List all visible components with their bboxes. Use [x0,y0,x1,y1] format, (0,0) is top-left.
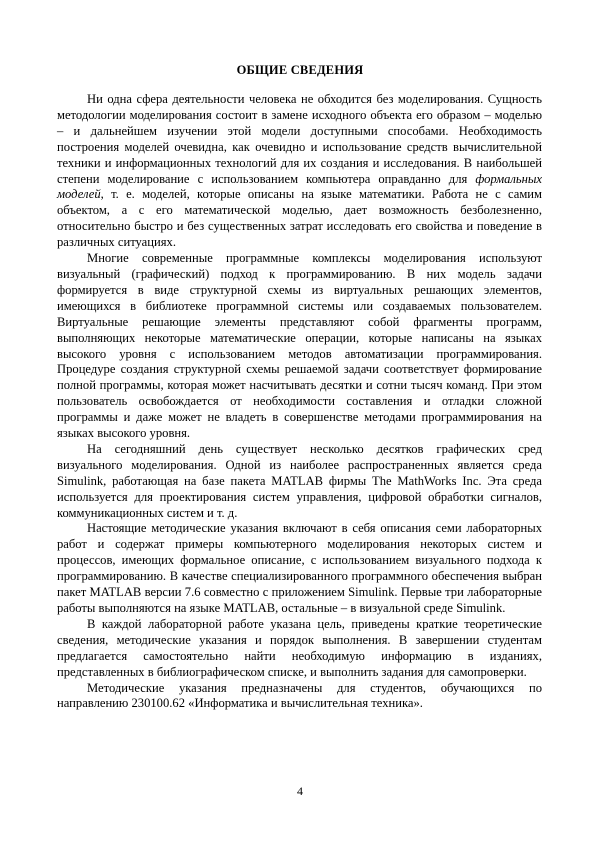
page-number: 4 [297,784,303,798]
paragraph-2: Многие современные программные комплексы моделирования используют визуальный (графический) подход к программированию. В них модель задачи формируется в виде структурной схемы из виртуальных решающих элементов, имеющихся в библиотеке программной системы или создаваемых пользователем. Виртуальные решающие элементы представляют собой фрагменты программ, выполняющих некоторые математические операции, которые написаны на языках высокого уровня с использованием методов автоматизации программирования. Процедуре создания структурной схемы решаемой задачи соответствует формирование полной программы, которая может насчитывать десятки и сотни тысяч команд. При этом пользователь освобождается от необходимости составления и отладки сложной программы и даже может не владеть в совершенстве методами программирования на языках высокого уровня. [57,251,542,441]
body-text [57,92,542,712]
paragraph-3: На сегодняшний день существует несколько десятков графических сред визуального моделирования. Одной из наиболее распространенных является среда Simulink, работающая на базе пакета MATLAB фирмы The MathWorks Inc. Эта среда используется для проектирования систем управления, цифровой обработки сигналов, коммуникационных систем и т. д. [57,441,542,520]
paragraph-1-emphasis: формальных моделей [57,171,542,202]
paragraph-1-start: Ни одна сфера деятельности человека не обходится без моделирования. Сущность методологии моделирования состоит в замене исходного объекта его образом – моделью – и дальнейшем изучении этой модели доступными способами. Необходимость построения моделей очевидна, как очевидно и использование средств вычислительной техники и информационных технологий для их создания и исследования. В наибольшей степени моделирование с использованием компьютера оправданно для [57,92,542,186]
paragraph-6: Методические указания предназначены для студентов, обучающихся по направлению 230100.62 «Информатика и вычислительная техника». [57,680,542,711]
page-title: ОБЩИЕ СВЕДЕНИЯ [236,63,364,77]
paragraph-1-end: , т. е. моделей, которые описаны на языке математики. Работа не с самим объектом, а с его математической моделью, дает возможность безболезненно, относительно быстро и без существенных затрат исследовать его свойства и поведение в различных ситуациях. [57,187,542,250]
paragraph-1 [57,92,542,251]
paragraph-5: В каждой лабораторной работе указана цель, приведены краткие теоретические сведения, методические указания и порядок выполнения. В завершении студентам предлагается самостоятельно найти необходимую информацию в изданиях, представленных в библиографическом списке, и выполнить задания для самопроверки. [57,616,542,679]
paragraph-4: Настоящие методические указания включают в себя описания семи лабораторных работ и содержат примеры компьютерного моделирования некоторых систем и процессов, имеющих формальное описание, с использованием визуального подхода к программированию. В качестве специализированного программного обеспечения выбран пакет MATLAB версии 7.6 совместно с приложением Simulink. Первые три лабораторные работы выполняются на языке MATLAB, остальные – в визуальной среде Simulink. [57,521,542,615]
